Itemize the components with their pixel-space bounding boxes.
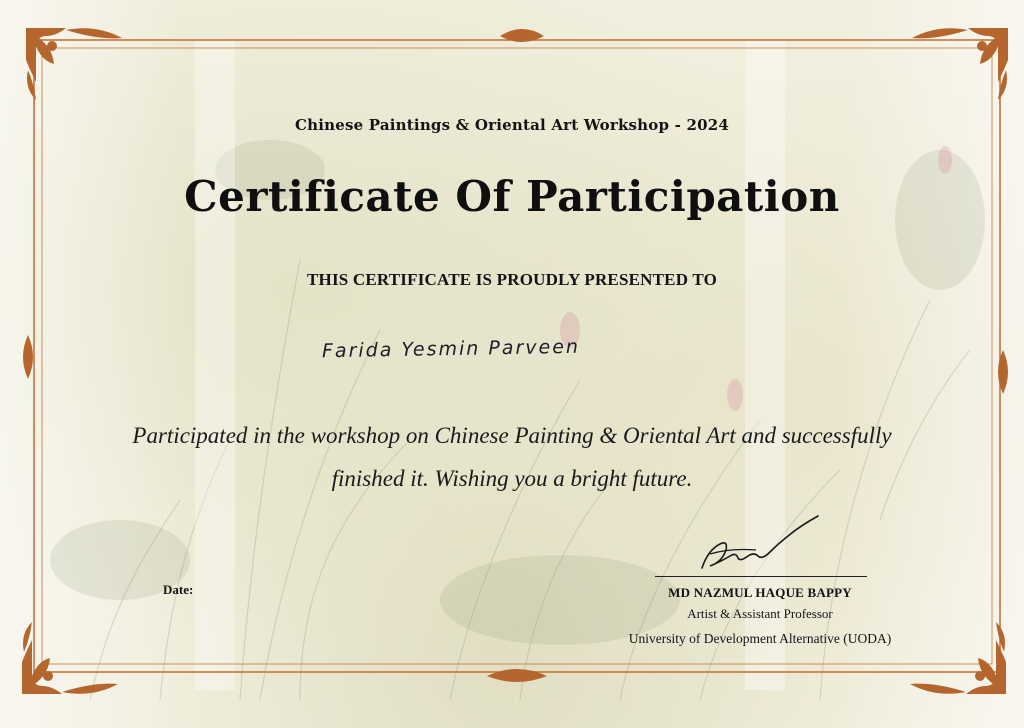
- date-label: Date:: [163, 582, 194, 597]
- signatory-role: Artist & Assistant Professor: [687, 606, 833, 621]
- corner-ornament-icon: [882, 24, 1012, 104]
- signatory-name: MD NAZMUL HAQUE BAPPY: [668, 585, 852, 600]
- participation-statement: Participated in the workshop on Chinese Painting & Oriental Art and successfully: [132, 423, 892, 448]
- certificate-title: Certificate Of Participation: [184, 172, 840, 221]
- corner-ornament-icon: [18, 618, 148, 698]
- signature-mark: [640, 510, 870, 580]
- presented-to-heading: THIS CERTIFICATE IS PROUDLY PRESENTED TO: [306, 270, 717, 289]
- workshop-title: Chinese Paintings & Oriental Art Workshop - 2024: [294, 116, 730, 134]
- recipient-name: Farida Yesmin Parveen: [321, 335, 581, 363]
- corner-ornament-icon: [880, 618, 1010, 698]
- wishes-statement: finished it. Wishing you a bright future.: [331, 466, 693, 491]
- corner-ornament-icon: [22, 24, 152, 104]
- signatory-institution: University of Development Alternative (UODA): [628, 631, 892, 646]
- signature-line: [655, 576, 867, 577]
